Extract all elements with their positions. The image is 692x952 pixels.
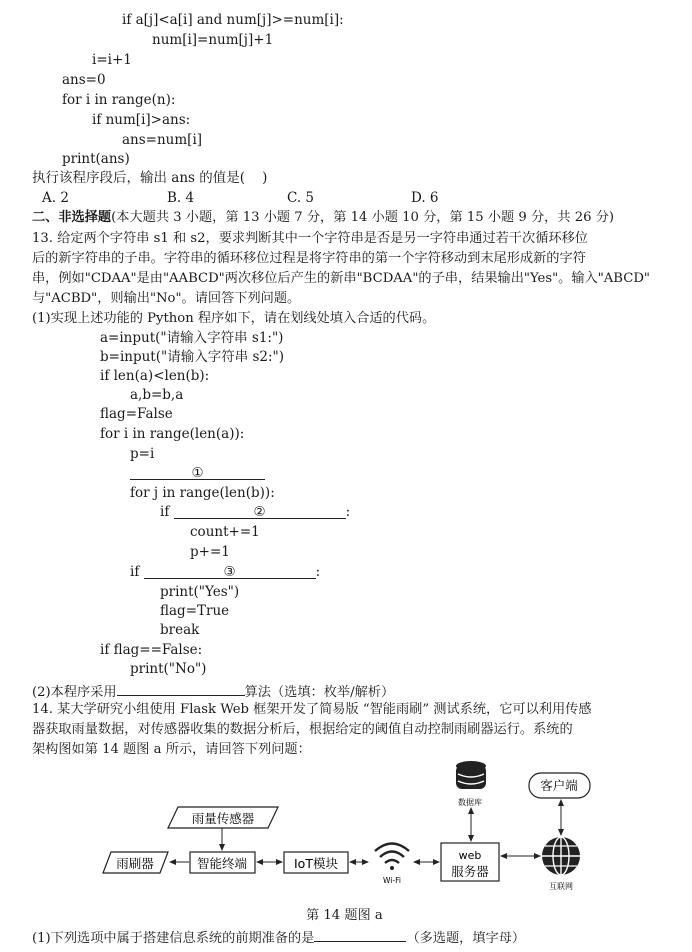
paragraph-line: 14. 某大学研究小组使用 Flask Web 框架开发了简易版 “智能雨刷” 测试系统，它可以利用传感: [32, 702, 592, 717]
code-line: break: [160, 622, 200, 638]
part2-text-b: 算法（选填：枚举/解析）: [244, 685, 395, 700]
option-b: B. 4: [167, 190, 195, 206]
paragraph-line: 后的新字符串的子串。字符串的循环移位过程是将字符串的第一个字符移动到末尾形成新的字符: [32, 251, 586, 266]
internet-label: 互联网: [549, 882, 573, 891]
code-line: if flag==False:: [100, 642, 203, 658]
code-line: a,b=b,a: [130, 387, 184, 403]
client-node: [529, 773, 590, 798]
iot-module-label: IoT模块: [294, 856, 338, 871]
code-if: if: [130, 564, 144, 580]
code-line: flag=False: [100, 406, 173, 422]
answer-blank-5[interactable]: [314, 926, 406, 942]
code-line: a=input("请输入字符串 s1:"): [100, 330, 284, 346]
question-part: (1)实现上述功能的 Python 程序如下，请在划线处填入合适的代码。: [32, 311, 436, 326]
code-line: b=input("请输入字符串 s2:"): [100, 349, 285, 365]
code-line: for i in range(n):: [62, 92, 176, 108]
code-line: ans=0: [62, 72, 106, 88]
paragraph-line: 与"ACBD"，则输出"No"。请回答下列问题。: [32, 291, 301, 306]
code-line: print("No"): [130, 661, 207, 677]
code-line: if a[j]<a[i] and num[j]>=num[i]:: [122, 12, 344, 28]
option-a: A. 2: [42, 190, 69, 206]
code-line: num[i]=num[j]+1: [152, 32, 274, 48]
client-label: 客户端: [540, 778, 578, 793]
code-line: if len(a)<len(b):: [100, 368, 210, 384]
q14-part1-text-a: (1)下列选项中属于搭建信息系统的前期准备的是: [32, 931, 315, 946]
code-line: p=i: [130, 446, 155, 462]
code-colon: :: [345, 504, 351, 520]
answer-blank-3[interactable]: ③: [144, 563, 316, 579]
section-title: 二、非选择题: [32, 210, 112, 225]
q14-part1-text-b: （多选题，填字母）: [406, 931, 526, 946]
paragraph-line: 器获取雨量数据，对传感器收集的数据分析后，根据给定的阈值自动控制雨刷器运行。系统的: [32, 722, 573, 737]
section-note: (本大题共 3 小题，第 13 小题 7 分，第 14 小题 10 分，第 15 小题 9 分，共 26 分): [111, 210, 615, 225]
iot-module-node: [284, 852, 348, 873]
smart-terminal-label: 智能终端: [196, 856, 248, 871]
wifi-label: Wi-Fi: [383, 876, 401, 885]
web-server-node: [441, 843, 499, 881]
wiper-label: 雨刷器: [116, 856, 154, 871]
smart-terminal-node: [190, 852, 255, 873]
database-icon: [456, 761, 486, 807]
code-line: if num[i]>ans:: [92, 112, 191, 128]
question-stem: 执行该程序段后，输出 ans 的值是( ): [32, 170, 268, 186]
code-if: if: [160, 504, 174, 520]
question-part: [32, 926, 525, 945]
paragraph-line: 串，例如"CDAA"是由"AABCD"两次移位后产生的新串"BCDAA"的子串，结果输出"Yes"。输入"ABCD": [32, 271, 650, 286]
code-colon: :: [315, 564, 321, 580]
web-server-label-2: 服务器: [451, 864, 489, 879]
code-line: ans=num[i]: [122, 132, 203, 148]
globe-icon: [542, 837, 580, 891]
code-line: flag=True: [160, 603, 230, 619]
option-c: C. 5: [287, 190, 315, 206]
code-line: for i in range(len(a)):: [100, 426, 245, 442]
paragraph-line: 架构图如第 14 题图 a 所示，请回答下列问题：: [32, 742, 311, 757]
figure-caption: 第 14 题图 a: [306, 908, 383, 923]
wiper-node: [103, 852, 168, 873]
paragraph-line: 13. 给定两个字符串 s1 和 s2，要求判断其中一个字符串是否是另一字符串通过若干次循环移位: [32, 231, 588, 246]
database-label: 数据库: [458, 798, 482, 807]
option-d: D. 6: [411, 190, 439, 206]
code-line: print("Yes"): [160, 584, 240, 600]
blank-marker: ①: [130, 464, 265, 480]
wifi-icon: [375, 844, 409, 886]
web-server-label-1: web: [458, 849, 482, 862]
rain-sensor-label: 雨量传感器: [191, 811, 255, 826]
code-line: p+=1: [190, 544, 230, 560]
rain-sensor-node: [168, 807, 278, 828]
part2-text-a: (2)本程序采用: [32, 685, 117, 700]
code-line: count+=1: [190, 524, 260, 540]
code-line: print(ans): [62, 151, 130, 167]
code-line: i=i+1: [92, 52, 132, 68]
answer-blank-2[interactable]: ②: [174, 503, 346, 519]
code-line: for j in range(len(b)):: [130, 485, 275, 501]
